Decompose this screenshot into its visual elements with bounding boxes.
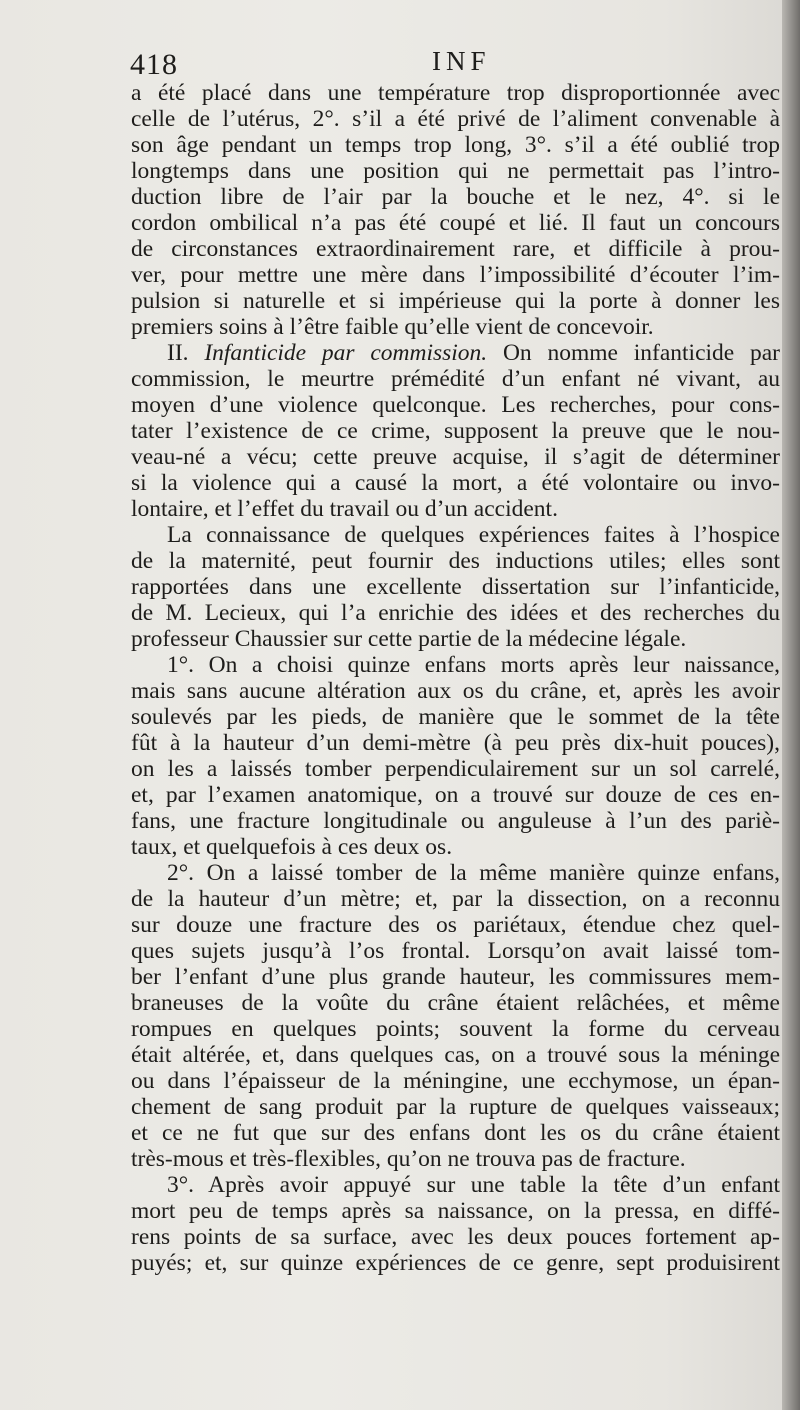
text-line: et ce ne fut que sur des enfans dont les os du crâne étaient	[131, 1120, 780, 1146]
text-line: rompues en quelques points; souvent la forme du cerveau	[131, 1016, 780, 1042]
text-line: fût à la hauteur d’un demi-mètre (à peu près dix-huit pouces),	[131, 730, 780, 756]
text-line: 3°. Après avoir appuyé sur une table la tête d’un enfant	[167, 1172, 780, 1198]
book-spine-shadow	[782, 0, 800, 1410]
text-line: de circonstances extraordinairement rare, et difficile à prou-	[131, 236, 780, 262]
text-line: mais sans aucune altération aux os du crâne, et, après les avoir	[131, 678, 780, 704]
text-line: fans, une fracture longitudinale ou anguleuse à l’un des pariè-	[131, 808, 780, 834]
text-line: rens points de sa surface, avec les deux pouces fortement ap-	[131, 1224, 780, 1250]
running-head	[130, 44, 762, 84]
text-line: son âge pendant un temps trop long, 3°. s’il a été oublié trop	[131, 132, 780, 158]
text-line: ou dans l’épaisseur de la méningine, une ecchymose, un épan-	[131, 1068, 780, 1094]
text-line: 2°. On a laissé tomber de la même manière quinze enfans,	[167, 860, 780, 886]
text-line	[131, 340, 780, 366]
text-line: ber l’enfant d’une plus grande hauteur, les commissures mem-	[131, 964, 780, 990]
text-line: tater l’existence de ce crime, supposent la preuve que le nou-	[131, 418, 780, 444]
text-line: longtemps dans une position qui ne permettait pas l’intro-	[131, 158, 780, 184]
text-line: veau-né a vécu; cette preuve acquise, il s’agit de déterminer	[131, 444, 780, 470]
text-line: a été placé dans une température trop disproportionnée avec	[131, 80, 780, 106]
body-text	[131, 80, 780, 1276]
text-line: de M. Lecieux, qui l’a enrichie des idées et des recherches du	[131, 600, 780, 626]
text-line: puyés; et, sur quinze expériences de ce genre, sept produisirent	[131, 1250, 780, 1276]
text-line: lontaire, et l’effet du travail ou d’un accident.	[131, 496, 558, 522]
page-number: 418	[130, 48, 178, 81]
text-line: si la violence qui a causé la mort, a été volontaire ou invo-	[131, 470, 780, 496]
text-line: soulevés par les pieds, de manière que le sommet de la tête	[131, 704, 780, 730]
text-line: de la hauteur d’un mètre; et, par la dissection, on a reconnu	[131, 886, 780, 912]
text-line: rapportées dans une excellente dissertation sur l’infanticide,	[131, 574, 780, 600]
text-line: sur douze une fracture des os pariétaux, étendue chez quel-	[131, 912, 780, 938]
text-line: ver, pour mettre une mère dans l’impossibilité d’écouter l’im-	[131, 262, 780, 288]
running-title: INF	[432, 46, 491, 76]
text-line: cordon ombilical n’a pas été coupé et lié. Il faut un concours	[131, 210, 780, 236]
text-line: 1°. On a choisi quinze enfans morts après leur naissance,	[167, 652, 780, 678]
text-line: ques sujets jusqu’à l’os frontal. Lorsqu’on avait laissé tom-	[131, 938, 780, 964]
section-heading: Infanticide par commission.	[204, 340, 488, 366]
text-line: celle de l’utérus, 2°. s’il a été privé de l’aliment convenable à	[131, 106, 780, 132]
text-line: premiers soins à l’être faible qu’elle vient de concevoir.	[131, 314, 654, 340]
text-line: taux, et quelquefois à ces deux os.	[131, 834, 453, 860]
text-line: commission, le meurtre prémédité d’un enfant né vivant, au	[131, 366, 780, 392]
line-text: On nomme infanticide par	[487, 340, 780, 366]
text-line: et, par l’examen anatomique, on a trouvé sur douze de ces en-	[131, 782, 780, 808]
text-line: on les a laissés tomber perpendiculairement sur un sol carrelé,	[131, 756, 780, 782]
text-line: mort peu de temps après sa naissance, on la pressa, en diffé-	[131, 1198, 780, 1224]
text-line: de la maternité, peut fournir des inductions utiles; elles sont	[131, 548, 780, 574]
text-line: chement de sang produit par la rupture de quelques vaisseaux;	[131, 1094, 780, 1120]
text-line: très-mous et très-flexibles, qu’on ne trouva pas de fracture.	[131, 1146, 686, 1172]
text-line: moyen d’une violence quelconque. Les recherches, pour cons-	[131, 392, 780, 418]
text-line: professeur Chaussier sur cette partie de la médecine légale.	[131, 626, 687, 652]
text-line: pulsion si naturelle et si impérieuse qui la porte à donner les	[131, 288, 780, 314]
text-line: La connaissance de quelques expériences faites à l’hospice	[167, 522, 780, 548]
text-line: duction libre de l’air par la bouche et le nez, 4°. si le	[131, 184, 780, 210]
text-line: était altérée, et, dans quelques cas, on a trouvé sous la méninge	[131, 1042, 780, 1068]
section-number: II.	[167, 340, 205, 366]
text-line: braneuses de la voûte du crâne étaient relâchées, et même	[131, 990, 780, 1016]
